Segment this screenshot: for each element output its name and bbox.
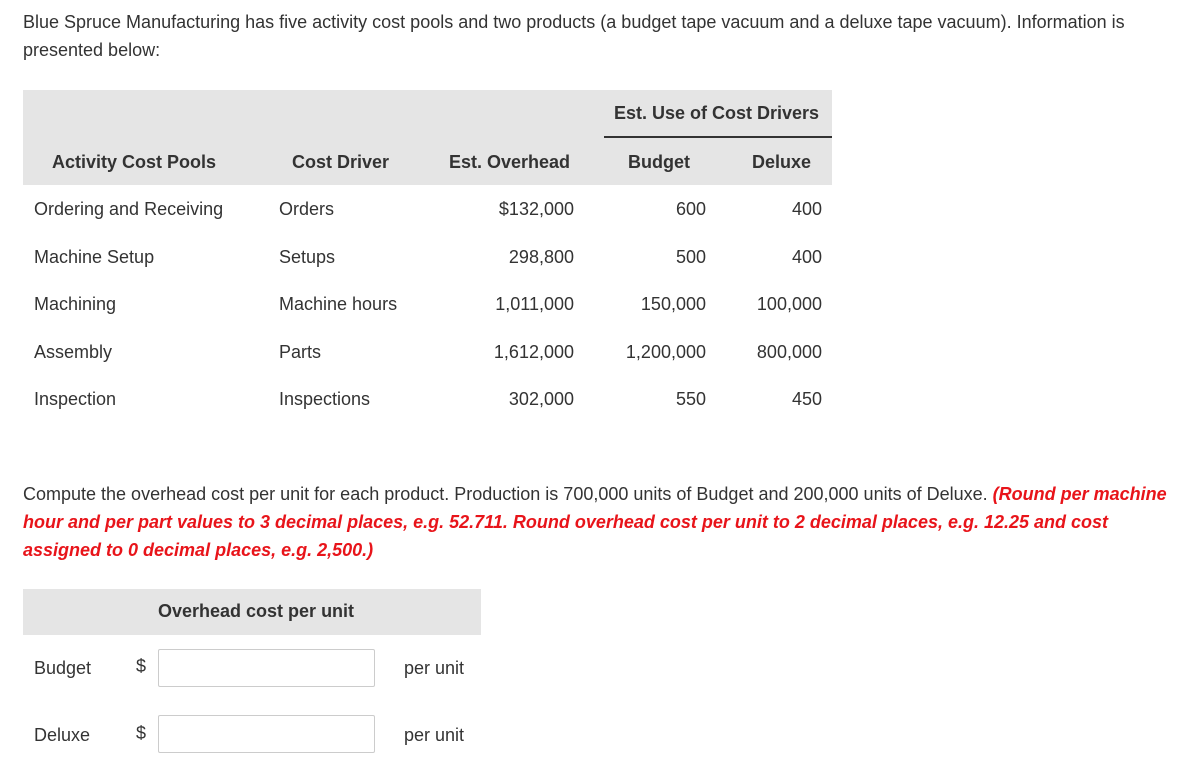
cell-overhead: 1,011,000 — [495, 294, 574, 315]
group-header: Est. Use of Cost Drivers — [614, 103, 820, 123]
budget-cost-per-unit-input[interactable] — [158, 649, 375, 687]
budget-label: Budget — [34, 658, 92, 678]
cell-deluxe: 100,000 — [756, 294, 822, 315]
per-unit-label: per unit — [404, 725, 465, 745]
deluxe-label: Deluxe — [34, 725, 91, 745]
cell-budget: 550 — [675, 389, 706, 410]
group-header-divider — [604, 136, 832, 138]
cell-pool: Machine Setup — [34, 246, 155, 267]
cell-driver: Inspections — [279, 389, 371, 410]
question-text: Compute the overhead cost per unit for each product. Production is 700,000 units of Budget and 200,000 units of Deluxe. — [23, 484, 988, 504]
cell-overhead: 1,612,000 — [493, 341, 574, 362]
cell-deluxe: 400 — [791, 246, 822, 267]
cell-driver: Setups — [279, 246, 336, 267]
rounding-instruction: (Round per machine hour and per part values to 3 decimal places, e.g. 52.711. Round overhead cost per unit to 2 decimal places, e.g. 12.25 and cost assigned to 0 decimal places, e.g. 2,500.) — [23, 484, 1167, 560]
header-pool: Activity Cost Pools — [52, 152, 217, 172]
cell-pool: Ordering and Receiving — [34, 199, 224, 219]
cell-pool: Assembly — [34, 341, 113, 362]
cell-deluxe: 800,000 — [756, 341, 822, 362]
header-driver: Cost Driver — [292, 152, 390, 172]
currency-symbol: $ — [136, 723, 147, 743]
cell-budget: 1,200,000 — [625, 341, 706, 362]
cell-pool: Machining — [34, 294, 117, 315]
intro-text: Blue Spruce Manufacturing has five activity cost pools and two products (a budget tape vacuum and a deluxe tape vacuum). Information is presented below: — [23, 12, 1125, 60]
cell-driver: Parts — [279, 341, 322, 362]
currency-symbol: $ — [136, 656, 147, 676]
header-deluxe: Deluxe — [752, 152, 812, 172]
cell-driver: Machine hours — [279, 294, 398, 315]
cell-pool: Inspection — [34, 389, 117, 410]
cell-overhead: 302,000 — [508, 389, 574, 410]
cell-overhead: $132,000 — [498, 199, 574, 219]
question — [23, 480, 1173, 564]
answer-header: Overhead cost per unit — [158, 601, 355, 621]
header-budget: Budget — [628, 152, 690, 172]
cell-overhead: 298,800 — [508, 246, 574, 267]
cell-driver: Orders — [279, 199, 335, 219]
cell-deluxe: 400 — [791, 199, 822, 219]
cell-budget: 500 — [675, 246, 706, 267]
cell-budget: 150,000 — [640, 294, 706, 315]
deluxe-cost-per-unit-input[interactable] — [158, 715, 375, 753]
per-unit-label: per unit — [404, 658, 465, 678]
cell-deluxe: 450 — [791, 389, 822, 410]
header-overhead: Est. Overhead — [449, 152, 571, 172]
cell-budget: 600 — [675, 199, 706, 219]
